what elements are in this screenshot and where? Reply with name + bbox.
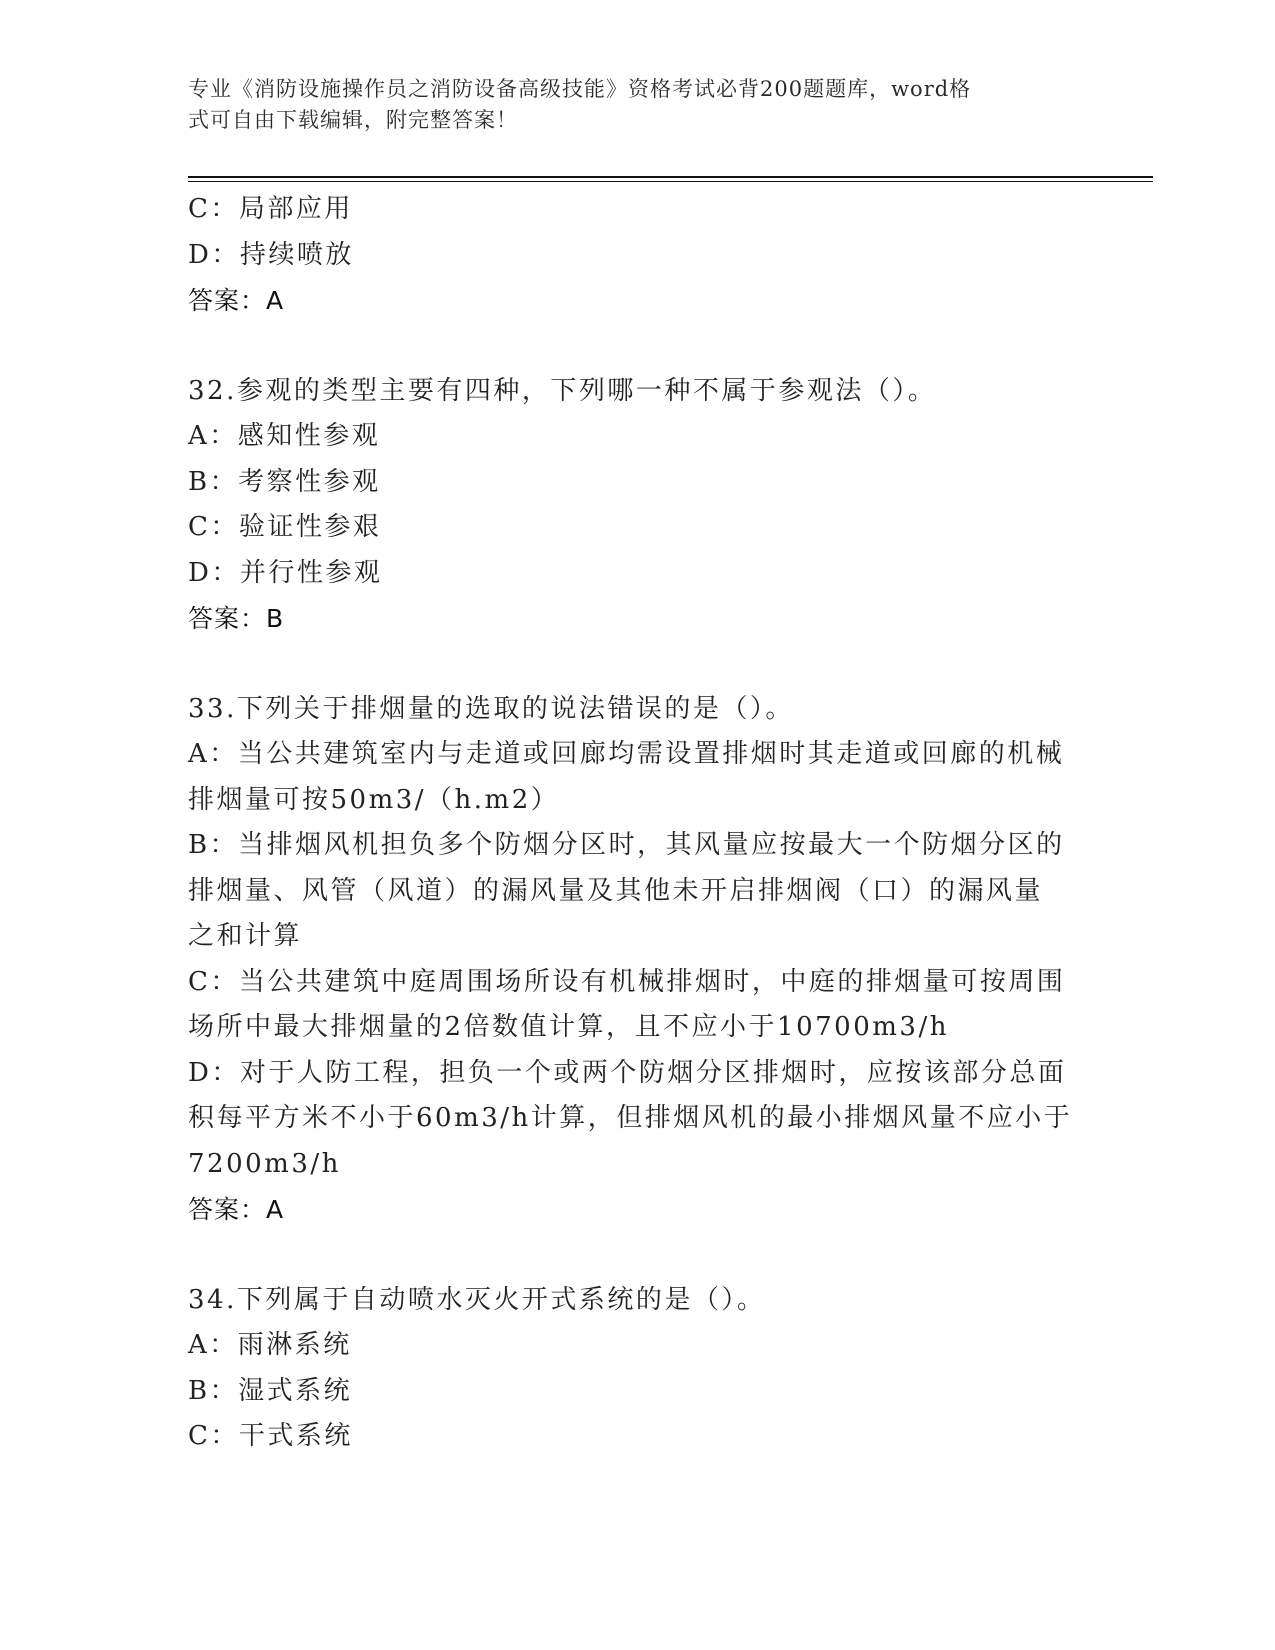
question-stem: 34.下列属于自动喷水灭火开式系统的是（）。 bbox=[188, 1284, 766, 1315]
option-c: C：局部应用 bbox=[188, 194, 353, 224]
option-a: A：感知性参观 bbox=[188, 421, 381, 451]
option-d-line-2: 积每平方米不小于60m3/h计算，但排烟风机的最小排烟风量不应小于 bbox=[188, 1103, 1073, 1133]
option-b-line-3: 之和计算 bbox=[188, 921, 303, 951]
option-d: D：并行性参观 bbox=[188, 557, 383, 588]
option-c: C：验证性参艰 bbox=[188, 512, 382, 542]
header-line-2: 式可自由下载编辑，附完整答案！ bbox=[188, 108, 518, 132]
question-34 bbox=[188, 1278, 1088, 1460]
option-a-line-2: 排烟量可按50m3/（h.m2） bbox=[188, 784, 560, 815]
question-stem: 33.下列关于排烟量的选取的说法错误的是（）。 bbox=[188, 693, 794, 724]
option-d-line-3: 7200m3/h bbox=[188, 1148, 341, 1179]
question-32 bbox=[188, 369, 1088, 642]
question-list bbox=[188, 187, 1088, 1460]
option-d: D：持续喷放 bbox=[188, 239, 354, 270]
option-a-line-1: A：当公共建筑室内与走道或回廊均需设置排烟时其走道或回廊的机械 bbox=[188, 739, 1065, 769]
answer-label: 答案：A bbox=[188, 1195, 285, 1224]
option-c-line-1: C：当公共建筑中庭周围场所设有机械排烟时，中庭的排烟量可按周围 bbox=[188, 966, 1066, 997]
option-b-line-2: 排烟量、风管（风道）的漏风量及其他未开启排烟阀（口）的漏风量 bbox=[188, 875, 1044, 906]
option-a: A：雨淋系统 bbox=[188, 1330, 352, 1360]
option-b: B：考察性参观 bbox=[188, 466, 381, 497]
header-rule-thin bbox=[188, 181, 1153, 182]
option-d-line-1: D：对于人防工程，担负一个或两个防烟分区排烟时，应按该部分总面 bbox=[188, 1057, 1067, 1088]
question-spacer bbox=[188, 1233, 1088, 1278]
question-spacer bbox=[188, 642, 1088, 687]
option-b: B：湿式系统 bbox=[188, 1375, 353, 1406]
header-line-1: 专业《消防设施操作员之消防设备高级技能》资格考试必背200题题库，word格 bbox=[188, 77, 972, 101]
header-rule-thick bbox=[188, 176, 1153, 178]
question-stem: 32.参观的类型主要有四种，下列哪一种不属于参观法（）。 bbox=[188, 375, 937, 406]
answer-label: 答案：B bbox=[188, 604, 285, 633]
option-c: C：干式系统 bbox=[188, 1421, 353, 1451]
option-b-line-1: B：当排烟风机担负多个防烟分区时，其风量应按最大一个防烟分区的 bbox=[188, 830, 1065, 860]
question-spacer bbox=[188, 324, 1088, 369]
question-31-tail bbox=[188, 187, 1088, 324]
document-header bbox=[188, 74, 1068, 136]
option-c-line-2: 场所中最大排烟量的2倍数值计算，且不应小于10700m3/h bbox=[188, 1012, 949, 1042]
question-33 bbox=[188, 687, 1088, 1233]
answer-label: 答案：A bbox=[188, 286, 285, 315]
